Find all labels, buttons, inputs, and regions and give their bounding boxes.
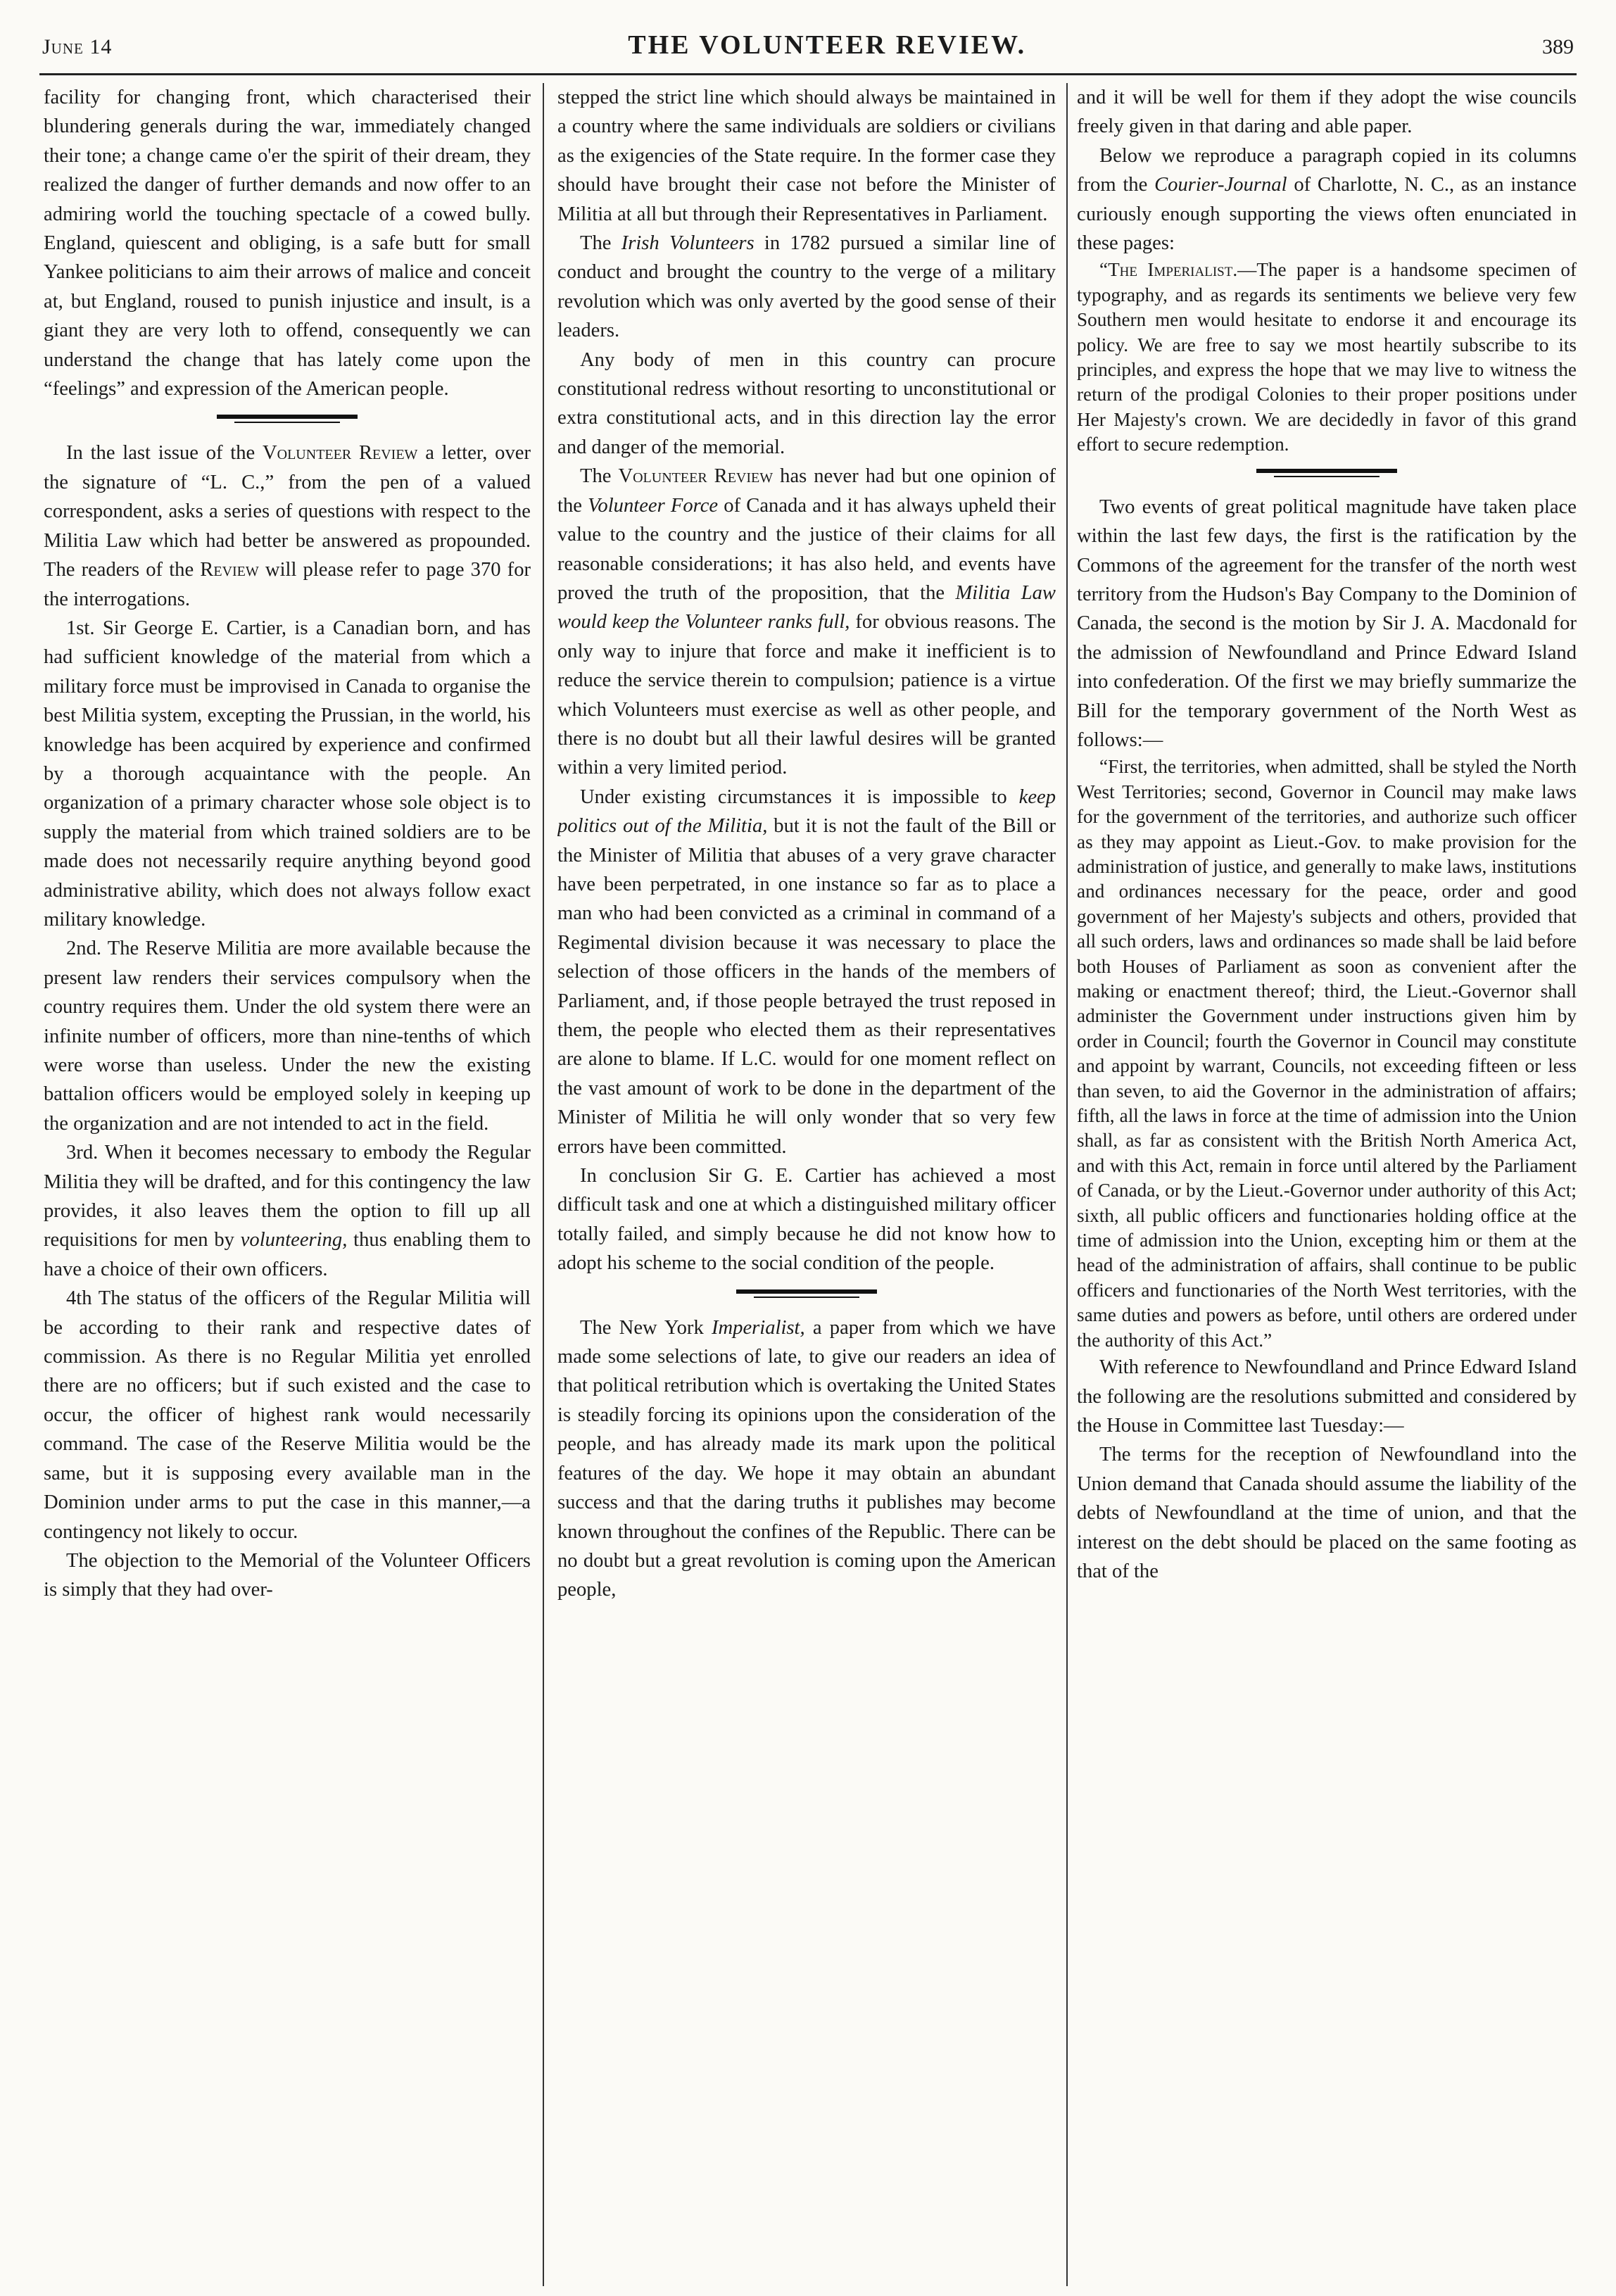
column-2 (557, 83, 1056, 2272)
paragraph: facility for changing front, which characterised their blundering generals during the war, immediately changed their tone; a change came o'er the spirit of their dream, they realized the danger of further demands and now offer to an admiring world the touching spectacle of a cowed bully. England, quiescent and obliging, is a safe butt for small Yankee politicians to aim their arrows of malice and conceit at, but England, roused to punish injustice and insult, is a giant they are very loth to offend, consequently we can understand the change that has lately come upon the “feelings” and expression of the American people. (44, 87, 531, 400)
paragraph: In the last issue of the Volunteer Review a letter, over the signature of “L. C.,” from the pen of a valued correspondent, asks a series of questions with respect to the Militia Law which had better be answered as propounded. The readers of the Review will please refer to page 370 for the interrogations. (44, 442, 531, 610)
paragraph: Any body of men in this country can procure constitutional redress without resorting to unconstitutional or extra constitutional acts, and in this direction lay the error and danger of the memorial. (557, 348, 1056, 458)
section-separator (1256, 469, 1397, 477)
header-rule (39, 73, 1577, 75)
page-header (42, 30, 1574, 72)
paragraph: Under existing circumstances it is impossible to keep politics out of the Militia, but it is not the fault of the Bill or the Minister of Militia that abuses of a very grave character have been perpetrated, in one instance so far as to place a man who had been convicted as a criminal in command of a Regimental division because it was necessary to place the selection of those officers in the hands of the members of Parliament, and, if those people betrayed the trust reposed in them, the people who elected them as their representatives are alone to blame. If L.C. would for one moment reflect on the vast amount of work to be done in the department of the Minister of Militia he will only wonder that so very few errors have been committed. (557, 786, 1056, 1158)
section-separator (736, 1289, 877, 1298)
block-quote (1077, 755, 1577, 1353)
column-1 (44, 83, 531, 2272)
paragraph: 2nd. The Reserve Militia are more available because the present law renders their services compulsory when the country requires them. Under the old system there were an infinite number of officers, more than nine-tenths of which were worse than useless. Under the new the existing battalion officers would be employed solely in keeping up the organization and are not intended to act in the field. (44, 938, 531, 1135)
paragraph: and it will be well for them if they adopt the wise councils freely given in that daring and able paper. (1077, 87, 1577, 138)
paragraph: With reference to Newfoundland and Prince Edward Island the following are the resolutions submitted and considered by the House in Committee last Tuesday:— (1077, 1356, 1577, 1437)
paragraph: Below we reproduce a paragraph copied in its columns from the Courier-Journal of Charlotte, N. C., as an instance curiously enough supporting the views often enunciated in these pages: (1077, 144, 1577, 255)
quote-paragraph: “The Imperialist.—The paper is a handsome specimen of typography, and as regards its sentiments we believe very few Southern men would hesitate to endorse it and encourage its policy. We are free to say we most heartily subscribe to its principles, and express the hope that we may live to witness the return of the prodigal Colonies to their proper positions under Her Majesty's crown. We are decidedly in favor of this grand effort to secure redemption. (1077, 259, 1577, 455)
column-rule (543, 83, 544, 2286)
paragraph: The Volunteer Review has never had but one opinion of the Volunteer Force of Canada and it has always upheld their value to the country and the justice of their claims for all reasonable considerations; it has also held, and events have proved the truth of the proposition, that the Militia Law would keep the Volunteer ranks full, for obvious reasons. The only way to injure that force and make it inefficient is to reduce the service therein to compulsion; patience is a virtue which Volunteers must exercise as well as other people, and there is no doubt but all their lawful desires will be granted within a very limited period. (557, 465, 1056, 779)
paragraph: The New York Imperialist, a paper from which we have made some selections of late, to give our readers an idea of that political retribution which is overtaking the United States is steadily forcing its opinions upon the consideration of the people, and has already made its mark upon the political features of the day. We hope it may obtain an abundant success and that the daring truths it publishes may become known throughout the confines of the Republic. There can be no doubt but a great revolution is coming upon the American people, (557, 1316, 1056, 1601)
header-date: June 14 (42, 35, 113, 58)
paragraph: The Irish Volunteers in 1782 pursued a similar line of conduct and brought the country to the verge of a military revolution which was only averted by the good sense of their leaders. (557, 232, 1056, 342)
page-number: 389 (1541, 35, 1574, 58)
column-rule (1066, 83, 1068, 2286)
newspaper-title: THE VOLUNTEER REVIEW. (628, 30, 1027, 60)
block-quote (1077, 258, 1577, 457)
paragraph: The objection to the Memorial of the Volunteer Officers is simply that they had over- (44, 1549, 531, 1601)
paragraph: 4th The status of the officers of the Regular Militia will be according to their rank and respective dates of commission. As there is no Regular Militia yet enrolled there are no officers; but if such existed and the case to occur, the officer of highest rank would necessarily command. The case of the Reserve Militia would be the same, but it is supposing every available man in the Dominion under arms to put the case in this manner,—a contingency not likely to occur. (44, 1287, 531, 1543)
paragraph: The terms for the reception of Newfoundland into the Union demand that Canada should assume the liability of the debts of Newfoundland at the time of union, and that the interest on the debt should be placed on the same footing as that of the (1077, 1444, 1577, 1582)
paragraph: Two events of great political magnitude have taken place within the last few days, the first is the ratification by the Commons of the agreement for the transfer of the north west territory from the Hudson's Bay Company to the Dominion of Canada, the second is the motion by Sir J. A. Macdonald for the admission of Newfoundland and Prince Edward Island into confederation. Of the first we may briefly summarize the Bill for the temporary government of the North West as follows:— (1077, 496, 1577, 751)
paragraph: In conclusion Sir G. E. Cartier has achieved a most difficult task and one at which a distinguished military officer totally failed, and simply because he did not know how to adopt his scheme to the social condition of the people. (557, 1165, 1056, 1275)
quote-paragraph: “First, the territories, when admitted, shall be styled the North West Territories; second, Governor in Council may make laws for the government of the territories, and authorize such officer as they may appoint as Lieut.-Gov. to make provision for the administration of justice, and generally to make laws, institutions and ordinances necessary for the peace, order and good government of her Majesty's subjects and others, provided that all such orders, laws and ordinances so made shall be laid before both Houses of Parliament as soon as convenient after the making or enactment thereof; third, the Lieut.-Governor shall administer the Government under instructions given him by order in Council; fourth the Governor in Council may constitute and appoint by warrant, Councils, not exceeding fifteen or less than seven, to aid the Governor in the administration of affairs; fifth, all the laws in force at the time of admission into the Union shall, as far as consistent with the British North America Act, and with this Act, remain in force until altered by the Parliament of Canada, or by the Lieut.-Governor under authority of this Act; sixth, all public officers and functionaries holding office at the time of admission into the Union, excepting him or them at the head of the administration of affairs, shall continue to be public officers and functionaries of the North West territories, with the same duties and powers as before, until others are ordered under the authority of this Act.” (1077, 756, 1577, 1351)
paragraph: 3rd. When it becomes necessary to embody the Regular Militia they will be drafted, and for this contingency the law provides, it also leaves them the option to fill up all requisitions for men by volunteering, thus enabling them to have a choice of their own officers. (44, 1142, 531, 1280)
section-separator (217, 415, 358, 423)
column-3 (1077, 83, 1577, 2272)
paragraph: stepped the strict line which should always be maintained in a country where the same individuals are soldiers or civilians as the exigencies of the State require. In the former case they should have brought their case not before the Minister of Militia at all but through their Representatives in Parliament. (557, 87, 1056, 225)
paragraph: 1st. Sir George E. Cartier, is a Canadian born, and has had sufficient knowledge of the material from which a military force must be improvised in Canada to organise the best Militia system, excepting the Prussian, in the world, his knowledge has been acquired by experience and confirmed by a thorough acquaintance with the people. An organization of a primary character whose sole object is to supply the material from which trained soldiers are to be made does not necessarily require anything beyond good administrative ability, which does not always follow exact military knowledge. (44, 617, 531, 931)
